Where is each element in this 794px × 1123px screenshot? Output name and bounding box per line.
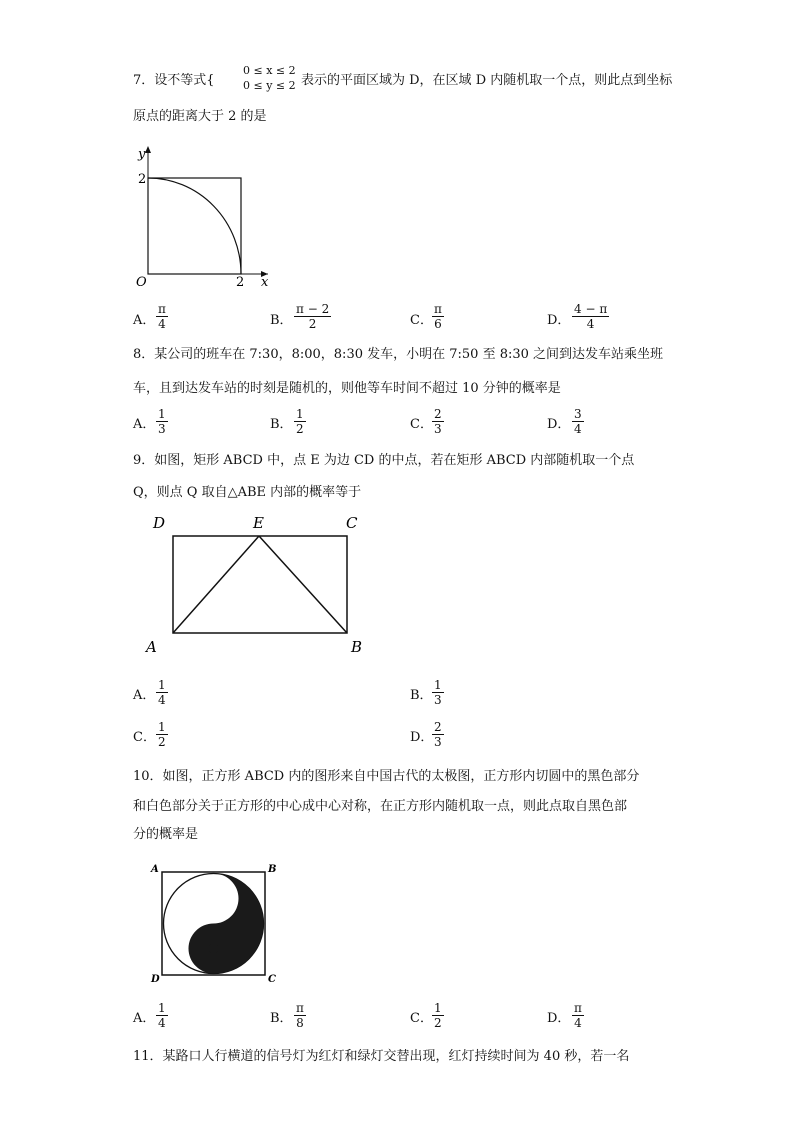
q10-option-a-fraction: $\frac{1}{4}$	[158, 1001, 166, 1030]
x-axis-label: x	[261, 275, 269, 290]
q7-quarter-circle-figure	[128, 140, 278, 290]
label-b: B	[268, 864, 277, 875]
q10-text-line2: 和白色部分关于正方形的中心成中心对称，在正方形内随机取一点，则此点取自黑色部	[133, 799, 628, 814]
q7-option-a-letter: A．	[133, 313, 156, 328]
q10-option-b-fraction: $\frac{\pi}{8}$	[296, 1001, 304, 1030]
q7-number: 7．设不等式{	[133, 73, 215, 88]
label-c: C	[268, 974, 276, 985]
q7-inequality-y: 0 ≤ y ≤ 2	[243, 79, 296, 92]
square-region-d	[148, 178, 241, 274]
origin-label: O	[136, 275, 147, 290]
q7-option-d-fraction: $\frac{4 - \pi}{4}$	[574, 302, 608, 331]
q8-option-d-letter: D．	[547, 417, 571, 432]
q8-option-a-letter: A．	[133, 417, 156, 432]
q9-option-d-letter: D．	[410, 730, 434, 745]
q7-option-b-fraction: $\frac{\pi - 2}{2}$	[296, 302, 330, 331]
q7-text-line2: 原点的距离大于 2 的是	[133, 109, 267, 124]
x-two-label: 2	[236, 275, 245, 290]
q10-option-b-letter: B．	[270, 1011, 293, 1026]
label-d: D	[151, 974, 160, 985]
q9-text-line2: Q，则点 Q 取自△ABE 内部的概率等于	[133, 485, 362, 500]
q7-option-c-letter: C．	[410, 313, 433, 328]
q7-option-a-fraction: $\frac{\pi}{4}$	[158, 302, 166, 331]
q7-inequality-system	[243, 63, 296, 93]
y-axis-arrow	[145, 146, 151, 153]
q9-rectangle-figure	[140, 510, 380, 660]
q10-option-a-letter: A．	[133, 1011, 156, 1026]
q10-option-d-fraction: $\frac{\pi}{4}$	[574, 1001, 582, 1030]
q7-inequality-x: 0 ≤ x ≤ 2	[243, 64, 296, 77]
rectangle-abcd	[173, 536, 347, 633]
q8-text-line2: 车，且到达发车站的时刻是随机的，则他等车时间不超过 10 分钟的概率是	[133, 381, 561, 396]
q8-option-a-fraction: $\frac{1}{3}$	[158, 407, 166, 436]
q10-option-c-letter: C．	[410, 1011, 433, 1026]
q10-taiji-figure	[148, 860, 283, 985]
q9-option-d-fraction: $\frac{2}{3}$	[434, 720, 442, 749]
taiji-white-dot	[209, 894, 219, 904]
q9-option-c-fraction: $\frac{1}{2}$	[158, 720, 166, 749]
q7-option-d-letter: D．	[547, 313, 571, 328]
q8-option-b-fraction: $\frac{1}{2}$	[296, 407, 304, 436]
q7-option-b-letter: B．	[270, 313, 293, 328]
q7-option-c-fraction: $\frac{\pi}{6}$	[434, 302, 442, 331]
y-axis-label: y	[138, 147, 146, 162]
q10-option-c-fraction: $\frac{1}{2}$	[434, 1001, 442, 1030]
q9-option-a-fraction: $\frac{1}{4}$	[158, 678, 166, 707]
q10-option-d-letter: D．	[547, 1011, 571, 1026]
q9-option-c-letter: C．	[133, 730, 156, 745]
q11-text-line1: 11．某路口人行横道的信号灯为红灯和绿灯交替出现，红灯持续时间为 40 秒，若一名	[133, 1049, 630, 1064]
segment-eb	[259, 536, 347, 633]
q10-text-line3: 分的概率是	[133, 827, 199, 842]
label-c: C	[346, 514, 358, 532]
quarter-circle-arc	[148, 178, 241, 274]
label-b: B	[351, 638, 363, 656]
q9-option-a-letter: A．	[133, 688, 156, 703]
q9-text-line1: 9．如图，矩形 ABCD 中，点 E 为边 CD 的中点，若在矩形 ABCD 内部随机取一个点	[133, 453, 635, 468]
q8-option-c-letter: C．	[410, 417, 433, 432]
label-d: D	[153, 514, 166, 532]
q7-text-line1: 表示的平面区域为 D，在区域 D 内随机取一个点，则此点到坐标	[301, 73, 673, 88]
q10-text-line1: 10．如图，正方形 ABCD 内的图形来自中国古代的太极图，正方形内切圆中的黑色部分	[133, 769, 640, 784]
label-a: A	[151, 864, 159, 875]
q9-option-b-letter: B．	[410, 688, 433, 703]
y-two-label: 2	[138, 172, 147, 187]
q9-option-b-fraction: $\frac{1}{3}$	[434, 678, 442, 707]
label-e: E	[253, 514, 264, 532]
q8-text-line1: 8．某公司的班车在 7:30，8:00，8:30 发车，小明在 7:50 至 8:30 之间到达发车站乘坐班	[133, 347, 664, 362]
q8-option-d-fraction: $\frac{3}{4}$	[574, 407, 582, 436]
segment-ae	[173, 536, 259, 633]
q8-option-c-fraction: $\frac{2}{3}$	[434, 407, 442, 436]
label-a: A	[146, 638, 157, 656]
q8-option-b-letter: B．	[270, 417, 293, 432]
taiji-black-dot	[209, 944, 219, 954]
